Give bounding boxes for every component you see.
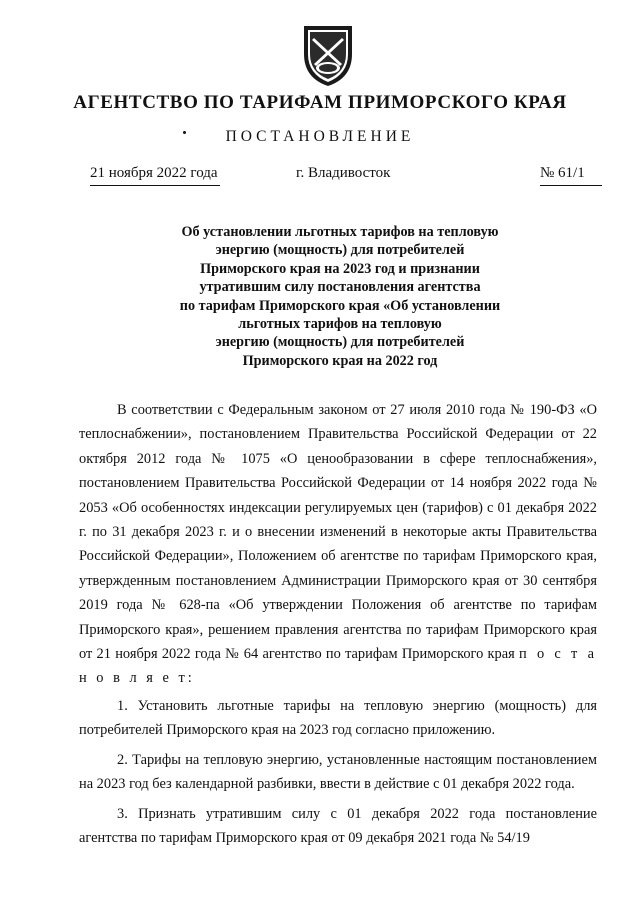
title-line: Приморского края на 2022 год [242,352,438,369]
coat-of-arms-icon [300,24,356,88]
title-line: по тарифам Приморского края «Об установлении [179,297,501,314]
document-body [79,398,597,855]
clause-3: 3. Признать утратившим силу с 01 декабря 2022 года постановление агентства по тарифам Приморского края от 09 декабря 2021 года № 54/19 [79,805,597,846]
title-line: Об установлении льготных тарифов на тепловую [181,224,499,240]
preamble-paragraph [79,398,597,691]
document-date: 21 ноября 2022 года [90,165,220,186]
document-type: ПОСТАНОВЛЕНИЕ [225,128,415,145]
clause-2: 2. Тарифы на тепловую энергию, установленные настоящим постановлением на 2023 год без календарной разбивки, ввести в действие с 01 декабря 2022 года. [79,751,597,793]
preamble-text: В соответствии с Федеральным законом от 27 июля 2010 года № 190-ФЗ «О теплоснабжении», постановлением Правительства Российской Федерации от 22 октября 2012 года № 1075 «О ценообразовании в сфере теплоснабжения», постановлением Правительства Российской Федерации от 14 ноября 2022 года № 2053 «Об особенностях индексации регулируемых цен (тарифов) с 01 декабря 2022 г. по 31 декабря 2023 г. и о внесении изменений в некоторые акты Правительства Российской Федерации», Положением об агентстве по тарифам Приморского края, утвержденным постановлением Администрации Приморского края от 30 сентября 2019 года № 628-па «Об утверждении Положения об агентстве по тарифам Приморского края», решением правления агентства по тарифам Приморского края от 21 ноября 2022 года № 64 агентство по тарифам Приморского края [79,402,597,663]
clause-1: 1. Установить льготные тарифы на тепловую энергию (мощность) для потребителей Приморского края на 2023 год согласно приложению. [79,697,597,739]
agency-name: АГЕНТСТВО ПО ТАРИФАМ ПРИМОРСКОГО КРАЯ [73,92,567,113]
title-line: льготных тарифов на тепловую [238,316,442,333]
document-title [140,223,540,370]
title-line: энергию (мощность) для потребителей [215,334,465,351]
resolves-text: п о с т а н о в л я е т: [79,646,597,687]
document-number: № 61/1 [540,165,602,186]
title-line: Приморского края на 2023 год и признании [200,260,480,277]
document-city: г. Владивосток [296,165,391,181]
title-line: энергию (мощность) для потребителей [215,242,465,259]
title-line: утратившим силу постановления агентства [199,279,481,296]
